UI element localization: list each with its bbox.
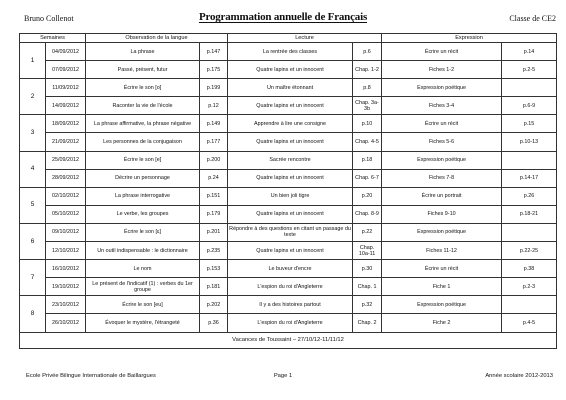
expression-page: p.10-13 xyxy=(502,133,557,151)
expression-topic: Fiche 2 xyxy=(382,314,502,332)
expression-page xyxy=(502,223,557,241)
observation-page: p.149 xyxy=(200,115,228,133)
lecture-topic: Le buveur d'encre xyxy=(228,260,353,278)
observation-topic: La phrase xyxy=(86,43,200,61)
week-date: 23/10/2012 xyxy=(46,296,86,314)
expression-topic: Fiches 5-6 xyxy=(382,133,502,151)
observation-page: p.177 xyxy=(200,133,228,151)
lecture-topic: Il y a des histoires partout xyxy=(228,296,353,314)
week-date: 11/09/2012 xyxy=(46,79,86,97)
col-header-semaines: Semaines xyxy=(20,34,86,43)
document-header xyxy=(0,11,566,31)
observation-page: p.201 xyxy=(200,223,228,241)
lecture-page: p.32 xyxy=(353,296,382,314)
expression-topic: Fiches 1-2 xyxy=(382,61,502,79)
expression-page: p.2-5 xyxy=(502,61,557,79)
observation-topic: Le nom xyxy=(86,260,200,278)
week-number: 3 xyxy=(20,115,46,151)
expression-page: p.15 xyxy=(502,115,557,133)
observation-topic: Le présent de l'indicatif (1) : verbes du 1er groupe xyxy=(86,278,200,296)
week-date: 26/10/2012 xyxy=(46,314,86,332)
expression-page: p.4-5 xyxy=(502,314,557,332)
expression-topic: Fiche 1 xyxy=(382,278,502,296)
table-row xyxy=(20,278,557,296)
week-number: 5 xyxy=(20,187,46,223)
col-header-expression: Expression xyxy=(382,34,557,43)
week-number: 4 xyxy=(20,151,46,187)
week-number: 8 xyxy=(20,296,46,332)
col-header-lecture: Lecture xyxy=(228,34,382,43)
vacances-cell: Vacances de Toussaint – 27/10/12-11/11/12 xyxy=(20,332,557,348)
table-row xyxy=(20,61,557,79)
lecture-topic: Quatre lapins et un innocent xyxy=(228,133,353,151)
week-date: 07/09/2012 xyxy=(46,61,86,79)
observation-topic: Écrire le son [ɛ] xyxy=(86,223,200,241)
week-number: 7 xyxy=(20,260,46,296)
observation-page: p.200 xyxy=(200,151,228,169)
week-date: 18/09/2012 xyxy=(46,115,86,133)
observation-topic: Écrire le son [e] xyxy=(86,151,200,169)
week-date: 09/10/2012 xyxy=(46,223,86,241)
lecture-topic: Quatre lapins et un innocent xyxy=(228,169,353,187)
week-number: 2 xyxy=(20,79,46,115)
lecture-topic: Répondre à des questions en citant un passage du texte xyxy=(228,223,353,241)
table-row xyxy=(20,242,557,260)
lecture-page: Chap. 1-2 xyxy=(353,61,382,79)
lecture-topic: La rentrée des classes xyxy=(228,43,353,61)
document-footer xyxy=(0,373,566,383)
observation-page: p.36 xyxy=(200,314,228,332)
lecture-topic: L'espion du roi d'Angleterre xyxy=(228,314,353,332)
expression-topic: Expression poétique xyxy=(382,79,502,97)
table-row xyxy=(20,205,557,223)
expression-topic: Expression poétique xyxy=(382,223,502,241)
lecture-page: Chap. 3a-3b xyxy=(353,97,382,115)
expression-topic: Fiches 7-8 xyxy=(382,169,502,187)
observation-page: p.202 xyxy=(200,296,228,314)
expression-page: p.14 xyxy=(502,43,557,61)
week-number: 6 xyxy=(20,223,46,259)
table-row xyxy=(20,115,557,133)
lecture-page: p.6 xyxy=(353,43,382,61)
expression-topic: Fiches 9-10 xyxy=(382,205,502,223)
observation-page: p.24 xyxy=(200,169,228,187)
week-date: 02/10/2012 xyxy=(46,187,86,205)
school-year: Année scolaire 2012-2013 xyxy=(485,373,553,379)
table-row xyxy=(20,187,557,205)
expression-page: p.6-9 xyxy=(502,97,557,115)
week-date: 21/09/2012 xyxy=(46,133,86,151)
col-header-observation: Observation de la langue xyxy=(86,34,228,43)
table-body xyxy=(20,43,557,333)
programmation-table xyxy=(19,33,557,349)
lecture-topic: Un bien joli tigre xyxy=(228,187,353,205)
expression-topic: Expression poétique xyxy=(382,296,502,314)
table-row xyxy=(20,223,557,241)
observation-page: p.147 xyxy=(200,43,228,61)
expression-page: p.2-3 xyxy=(502,278,557,296)
expression-page: p.38 xyxy=(502,260,557,278)
observation-topic: Écrire le son [eu] xyxy=(86,296,200,314)
lecture-page: Chap. 2 xyxy=(353,314,382,332)
lecture-topic: Un maître étonnant xyxy=(228,79,353,97)
week-date: 14/09/2012 xyxy=(46,97,86,115)
expression-topic: Écrire un portrait xyxy=(382,187,502,205)
observation-topic: Décrire un personnage xyxy=(86,169,200,187)
observation-page: p.235 xyxy=(200,242,228,260)
vacances-row xyxy=(20,332,557,348)
lecture-page: p.10 xyxy=(353,115,382,133)
week-date: 25/09/2012 xyxy=(46,151,86,169)
table-row xyxy=(20,296,557,314)
observation-topic: Les personnes de la conjugaison xyxy=(86,133,200,151)
table-row xyxy=(20,79,557,97)
observation-topic: Un outil indispensable : le dictionnaire xyxy=(86,242,200,260)
expression-page: p.22-25 xyxy=(502,242,557,260)
observation-topic: Évoquer le mystère, l'étrangeté xyxy=(86,314,200,332)
lecture-page: p.30 xyxy=(353,260,382,278)
school-name: Ecole Privée Bilingue Internationale de Baillargues xyxy=(26,373,156,379)
week-number: 1 xyxy=(20,43,46,79)
expression-topic: Expression poétique xyxy=(382,151,502,169)
observation-page: p.153 xyxy=(200,260,228,278)
expression-page xyxy=(502,296,557,314)
table-row xyxy=(20,260,557,278)
lecture-page: Chap. 4-5 xyxy=(353,133,382,151)
week-date: 04/09/2012 xyxy=(46,43,86,61)
observation-page: p.199 xyxy=(200,79,228,97)
table-row xyxy=(20,314,557,332)
expression-topic: Fiches 11-12 xyxy=(382,242,502,260)
expression-page: p.18-21 xyxy=(502,205,557,223)
observation-page: p.151 xyxy=(200,187,228,205)
expression-topic: Écrire un récit xyxy=(382,43,502,61)
observation-page: p.175 xyxy=(200,61,228,79)
lecture-topic: Quatre lapins et un innocent xyxy=(228,242,353,260)
observation-page: p.12 xyxy=(200,97,228,115)
table-row xyxy=(20,43,557,61)
week-date: 05/10/2012 xyxy=(46,205,86,223)
week-date: 19/10/2012 xyxy=(46,278,86,296)
observation-topic: Le verbe, les groupes xyxy=(86,205,200,223)
observation-topic: Écrire le son [o] xyxy=(86,79,200,97)
page-title xyxy=(0,11,566,23)
lecture-page: Chap. 1 xyxy=(353,278,382,296)
lecture-page: p.20 xyxy=(353,187,382,205)
lecture-page: Chap. 10a-11 xyxy=(353,242,382,260)
table-row xyxy=(20,133,557,151)
table-row xyxy=(20,151,557,169)
table-row xyxy=(20,97,557,115)
title-text: Programmation annuelle de Français xyxy=(198,11,368,23)
class-name: Classe de CE2 xyxy=(509,14,556,23)
expression-page xyxy=(502,79,557,97)
week-date: 16/10/2012 xyxy=(46,260,86,278)
lecture-topic: Quatre lapins et un innocent xyxy=(228,97,353,115)
week-date: 28/09/2012 xyxy=(46,169,86,187)
lecture-page: p.8 xyxy=(353,79,382,97)
page-number: Page 1 xyxy=(273,373,293,379)
expression-page xyxy=(502,151,557,169)
lecture-page: Chap. 8-9 xyxy=(353,205,382,223)
observation-topic: La phrase interrogative xyxy=(86,187,200,205)
lecture-topic: Quatre lapins et un innocent xyxy=(228,205,353,223)
lecture-page: p.22 xyxy=(353,223,382,241)
lecture-topic: Quatre lapins et un innocent xyxy=(228,61,353,79)
week-date: 12/10/2012 xyxy=(46,242,86,260)
table-header-row xyxy=(20,34,557,43)
lecture-topic: Apprendre à lire une consigne xyxy=(228,115,353,133)
lecture-topic: Sacrée rencontre xyxy=(228,151,353,169)
expression-topic: Écrire un récit xyxy=(382,115,502,133)
observation-page: p.181 xyxy=(200,278,228,296)
expression-page: p.26 xyxy=(502,187,557,205)
expression-topic: Fiches 3-4 xyxy=(382,97,502,115)
observation-topic: La phrase affirmative, la phrase négative xyxy=(86,115,200,133)
observation-topic: Raconter la vie de l'école xyxy=(86,97,200,115)
observation-topic: Passé, présent, futur xyxy=(86,61,200,79)
table-row xyxy=(20,169,557,187)
expression-topic: Écrire un récit xyxy=(382,260,502,278)
lecture-page: Chap. 6-7 xyxy=(353,169,382,187)
expression-page: p.14-17 xyxy=(502,169,557,187)
author-name: Bruno Collenot xyxy=(24,14,74,23)
lecture-page: p.18 xyxy=(353,151,382,169)
observation-page: p.179 xyxy=(200,205,228,223)
lecture-topic: L'espion du roi d'Angleterre xyxy=(228,278,353,296)
